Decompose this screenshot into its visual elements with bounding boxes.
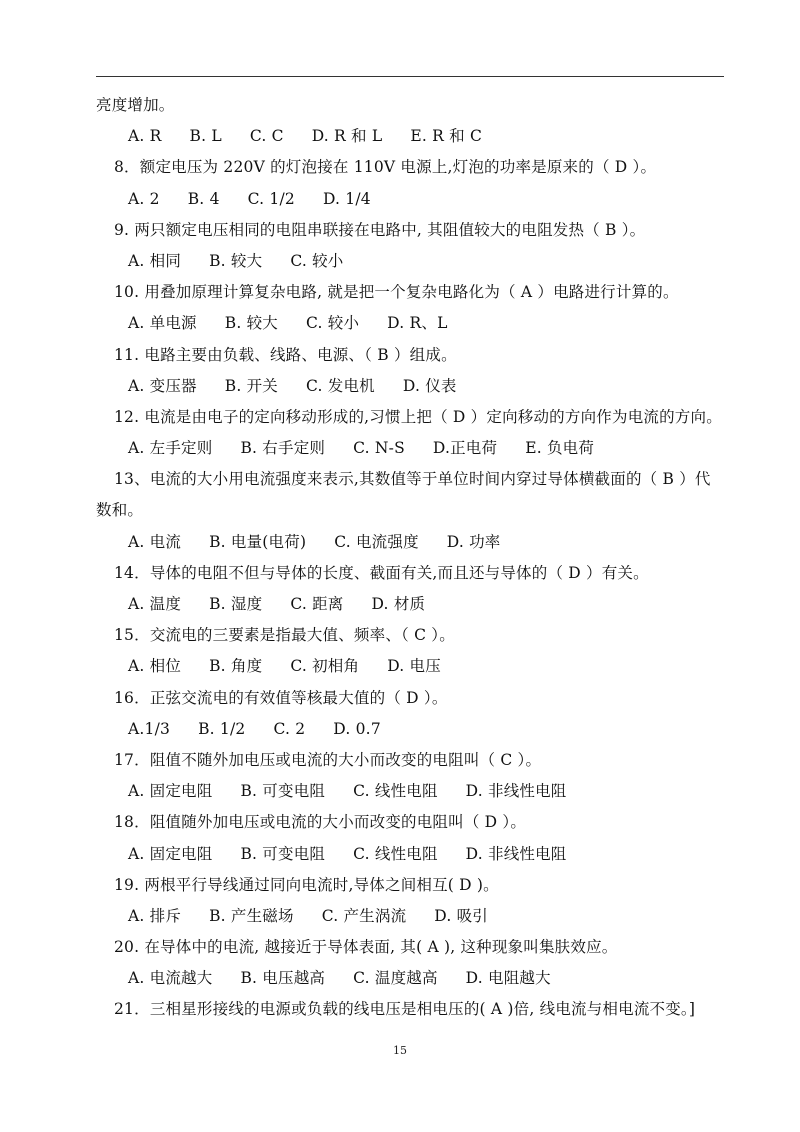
options-q12 [96,433,728,464]
option: D. R 和 L [311,127,383,146]
page-number: 15 [393,1044,407,1057]
continuation-text: 亮度增加。 [96,96,175,114]
option: B. 电压越高 [240,969,326,988]
options-q19 [96,901,728,932]
options-q14 [96,589,728,620]
options-q10 [96,308,728,339]
option: A. 排斥 [128,906,182,925]
option: A. 2 [128,189,160,208]
question-14: 14．导体的电阻不但与导体的长度、截面有关,而且还与导体的（ D ）有关。 [114,563,649,582]
option: B. 湿度 [209,595,263,613]
option: C. 1/2 [247,189,295,208]
option: B. 较大 [209,251,263,270]
option: C. 2 [273,719,306,738]
option: A. 变压器 [128,376,197,395]
question-21: 21．三相星形接线的电源或负载的线电压是相电压的( A )倍, 线电流与相电流不变。] [114,1000,696,1019]
option: C. C [249,127,284,146]
option: D. 电压 [387,657,441,676]
option: C. 距离 [290,595,344,613]
option: D.正电荷 [432,439,498,458]
option: C. 较小 [290,251,344,270]
header-rule [96,76,724,77]
question-list [96,90,728,1026]
option: C. 线性电阻 [353,782,438,801]
option: D. 材质 [371,595,426,613]
option: A. 相同 [128,251,182,270]
option: A. 固定电阻 [128,844,213,863]
option: B. 产生磁场 [209,906,294,925]
option: C. 初相角 [290,657,360,676]
options-q7 [96,121,728,152]
option: A. 电流 [128,532,182,551]
options-q20 [96,963,728,994]
option: E. R 和 C [410,127,483,146]
option: D. 功率 [446,532,501,551]
options-q17 [96,776,728,807]
question-15: 15．交流电的三要素是指最大值、频率、（ C ）。 [114,626,455,645]
option: C. 线性电阻 [353,844,438,863]
options-q16 [96,714,728,745]
question-8: 8．额定电压为 220V 的灯泡接在 110V 电源上,灯泡的功率是原来的（ D ）。 [114,158,657,177]
question-10: 10. 用叠加原理计算复杂电路, 就是把一个复杂电路化为（ A ）电路进行计算的。 [114,283,679,302]
option: D. 吸引 [434,906,489,925]
options-q13 [96,527,728,558]
option: B. 可变电阻 [240,844,326,863]
option: E. 负电荷 [525,439,595,458]
option: A. R [128,127,162,146]
options-q11 [96,371,728,402]
option: A. 单电源 [128,314,197,333]
option: B. 角度 [209,657,263,676]
option: C. N-S [353,439,405,458]
option: D. 仪表 [402,376,457,395]
option: A. 相位 [128,657,182,676]
option: B. L [189,127,222,146]
option: B. 4 [187,189,220,208]
question-13-continuation: 数和。 [96,501,144,520]
option: D. 非线性电阻 [465,844,567,863]
options-q15 [96,651,728,682]
option: D. 0.7 [333,719,381,738]
option: A. 温度 [128,595,182,613]
question-11: 11. 电路主要由负载、线路、电源、（ B ）组成。 [114,345,457,364]
option: D. 1/4 [322,189,371,208]
option: C. 温度越高 [353,969,438,988]
option: B. 可变电阻 [240,782,326,801]
option: C. 发电机 [306,376,375,395]
options-q18 [96,839,728,870]
option: A.1/3 [128,719,171,738]
option: B. 1/2 [198,719,246,738]
options-q8 [96,184,728,215]
option: B. 较大 [224,314,278,333]
option: A. 固定电阻 [128,782,213,801]
option: A. 左手定则 [128,439,213,458]
option: C. 电流强度 [334,532,419,551]
question-18: 18．阻值随外加电压或电流的大小而改变的电阻叫（ D ）。 [114,813,527,832]
option: B. 右手定则 [240,439,326,458]
question-13: 13、电流的大小用电流强度来表示,其数值等于单位时间内穿过导体横截面的（ B ）代 [114,470,711,489]
option: B. 电量(电荷) [209,532,307,551]
question-12: 12. 电流是由电子的定向移动形成的,习惯上把（ D ）定向移动的方向作为电流的方向。 [114,407,722,426]
question-16: 16．正弦交流电的有效值等核最大值的（ D ）。 [114,688,448,707]
option: D. 非线性电阻 [465,782,567,801]
option: C. 产生涡流 [321,906,407,925]
option: A. 电流越大 [128,969,213,988]
question-9: 9. 两只额定电压相同的电阻串联接在电路中, 其阻值较大的电阻发热（ B ）。 [114,220,646,239]
question-19: 19. 两根平行导线通过同向电流时,导体之间相互( D )。 [114,875,499,894]
question-17: 17．阻值不随外加电压或电流的大小而改变的电阻叫（ C ）。 [114,750,542,769]
question-20: 20. 在导体中的电流, 越接近于导体表面, 其( A ), 这种现象叫集肤效应。 [114,938,618,957]
options-q9 [96,246,728,277]
option: D. R、L [387,314,448,333]
option: B. 开关 [224,376,278,395]
option: C. 较小 [306,314,360,333]
option: D. 电阻越大 [465,969,551,988]
